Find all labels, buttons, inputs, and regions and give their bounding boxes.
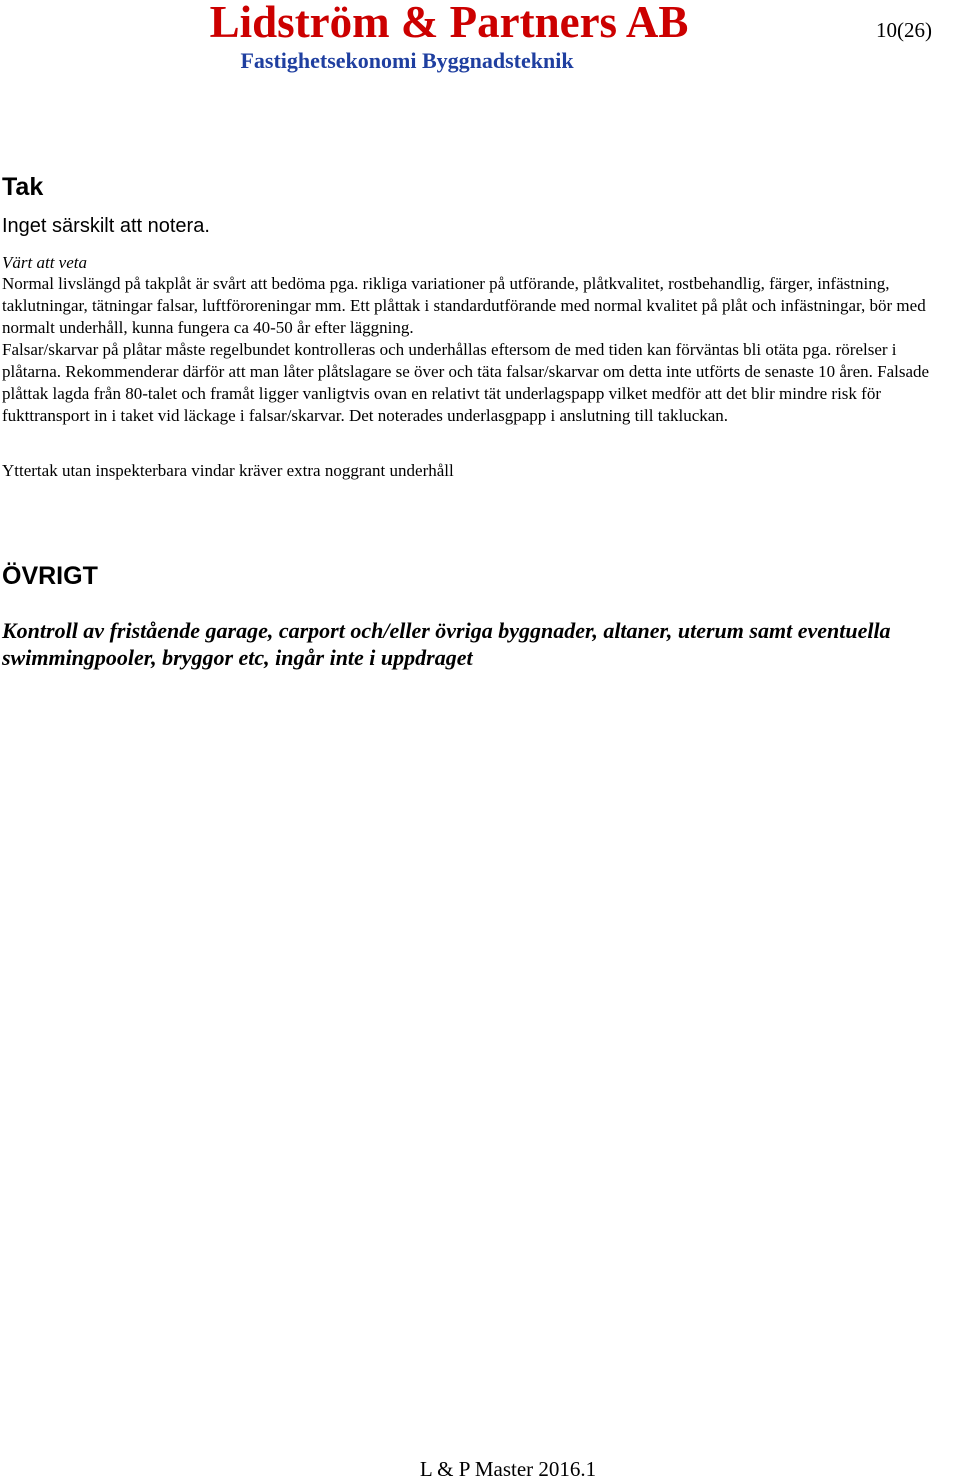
section-heading-tak: Tak — [2, 173, 44, 201]
page-number: 10(26) — [876, 18, 932, 42]
ovrigt-text: Kontroll av fristående garage, carport och/eller övriga byggnader, altaner, uterum samt eventuella swimmingpooler, bryggor etc, ingår inte i uppdraget — [2, 618, 891, 670]
company-subtitle: Fastighetsekonomi Byggnadsteknik — [240, 48, 574, 73]
tak-paragraph-1: Normal livslängd på takplåt är svårt att bedöma pga. rikliga variationer på utförande, plåtkvalitet, rostbehandlig, färger, infästning, taklutningar, tätningar falsar, luftföroreningar mm. Ett plåttak i standardutförande med normal kvalitet på plåt och infästningar, bör med normalt underhåll, kunna fungera ca 40-50 år efter läggning. — [2, 274, 926, 337]
tak-body — [2, 273, 958, 427]
vart-att-veta-label: Värt att veta — [2, 253, 87, 272]
tak-note: Inget särskilt att notera. — [2, 215, 210, 237]
footer-text: L & P Master 2016.1 — [419, 1457, 597, 1481]
tak-paragraph-2: Falsar/skarvar på plåtar måste regelbundet kontrolleras och underhållas eftersom de med tiden kan förväntas bli otäta pga. rörelser i plåtarna. Rekommenderar därför att man låter plåtslagare se över och täta falsar/skarvar om detta inte utförts de senaste 10 åren. Falsade plåttak lagda från 80-talet och framåt ligger vanligtvis ovan en relativt tät underlagspapp vilket medför att det blir mindre risk för fukttransport in i taket vid läckage i falsar/skarvar. Det noterades underlasgpapp i anslutning till takluckan. — [2, 340, 930, 425]
section-heading-ovrigt: ÖVRIGT — [2, 562, 98, 590]
yttertak-note: Yttertak utan inspekterbara vindar kräver extra noggrant underhåll — [2, 461, 454, 480]
company-name: Lidström & Partners AB — [209, 0, 689, 47]
